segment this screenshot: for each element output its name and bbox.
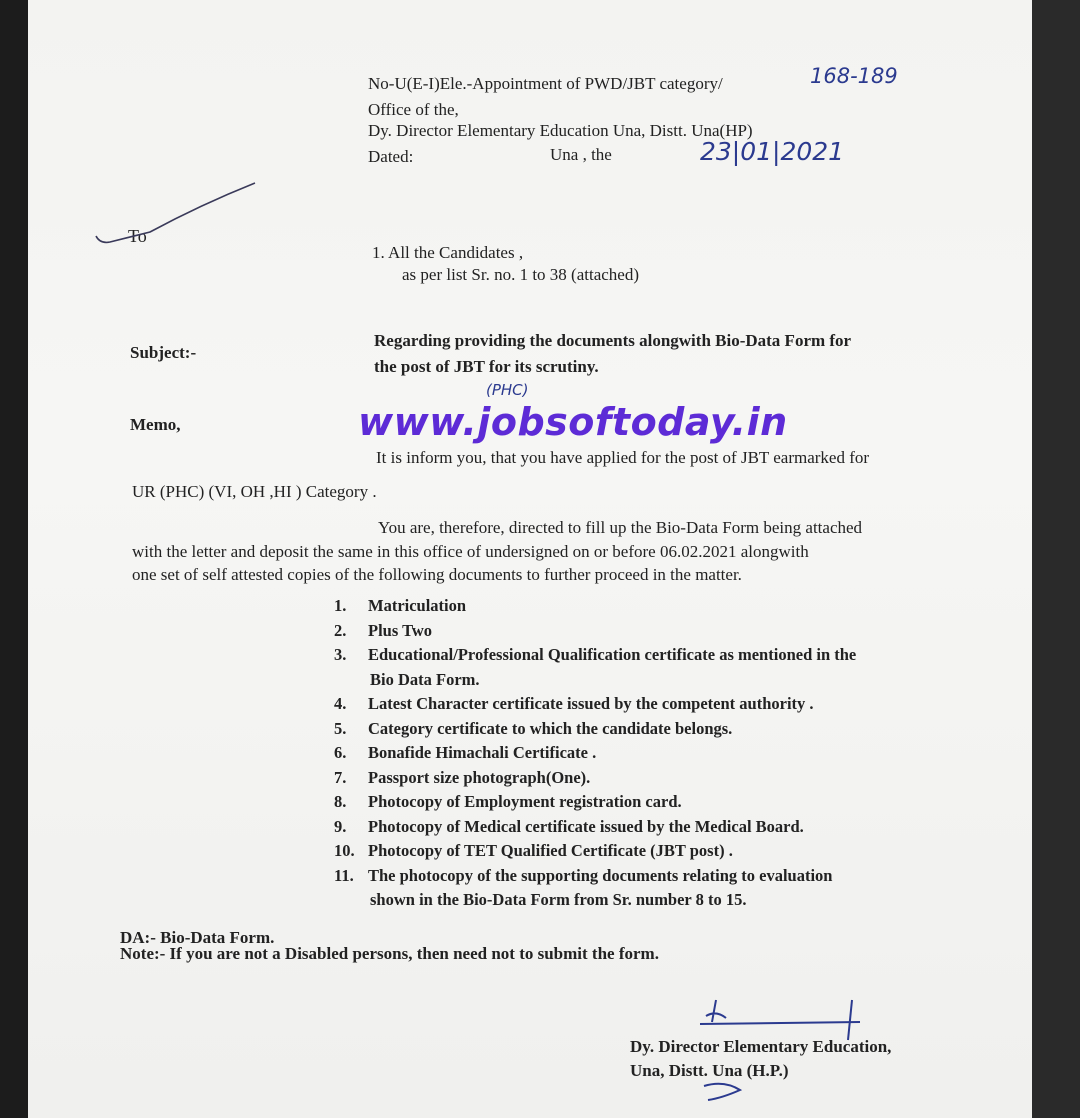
initial-mark: [704, 1084, 740, 1100]
list-item: 4. Latest Character certificate issued by the competent authority .: [334, 694, 814, 713]
para2-line-1: You are, therefore, directed to fill up the Bio-Data Form being attached: [378, 518, 863, 537]
place-label: Una , the: [550, 145, 612, 164]
signature-stroke: [848, 1000, 852, 1040]
reference-handwritten: 168-189: [810, 64, 898, 88]
date-handwritten: 23|01|2021: [700, 137, 845, 166]
da-line: DA:- Bio-Data Form.: [120, 928, 275, 947]
list-item: 5. Category certificate to which the candidate belongs.: [334, 718, 733, 738]
reference-number: No-U(E-I)Ele.-Appointment of PWD/JBT category/: [368, 74, 723, 93]
list-item: 11. The photocopy of the supporting documents relating to evaluation shown in the Bio-Data Form from Sr. number 8 to 15.: [334, 865, 833, 909]
list-item: 1. Matriculation: [334, 596, 467, 615]
para2-line-3: one set of self attested copies of the following documents to further proceed in the matter.: [132, 565, 742, 584]
list-item: 3. Educational/Professional Qualification certificate as mentioned in the Bio Data Form.: [334, 645, 857, 689]
subject-line-2: the post of JBT for its scrutiny.: [374, 357, 599, 376]
para1-line-2: UR (PHC) (VI, OH ,HI ) Category .: [132, 482, 377, 501]
list-item: 7. Passport size photograph(One).: [334, 767, 591, 787]
to-stroke-mark: [96, 183, 255, 242]
subject-annotation: (PHC): [486, 381, 529, 399]
signatory-line-1: Dy. Director Elementary Education,: [630, 1037, 892, 1056]
recipient-line-1: 1. All the Candidates ,: [372, 243, 524, 262]
para2-line-2: with the letter and deposit the same in this office of undersigned on or before 06.02.2021 alongwith: [132, 542, 809, 561]
list-item: 2. Plus Two: [334, 620, 433, 640]
list-item: 8. Photocopy of Employment registration card.: [334, 792, 682, 811]
subject-label: Subject:-: [130, 343, 197, 362]
memo-label: Memo,: [130, 415, 181, 434]
recipient-line-2: as per list Sr. no. 1 to 38 (attached): [402, 265, 640, 284]
subject-line-1: Regarding providing the documents alongwith Bio-Data Form for: [374, 331, 852, 350]
para1-line-1: It is inform you, that you have applied for the post of JBT earmarked for: [376, 448, 870, 467]
to-label: To: [128, 226, 147, 246]
signature-mark: [700, 1000, 860, 1024]
office-line-2: Dy. Director Elementary Education Una, Distt. Una(HP): [368, 121, 753, 140]
signatory-line-2: Una, Distt. Una (H.P.): [630, 1061, 789, 1080]
note-line: Note:- If you are not a Disabled persons, then need not to submit the form.: [120, 944, 659, 963]
watermark-text: www.jobsoftoday.in: [358, 400, 788, 444]
list-item: 9. Photocopy of Medical certificate issued by the Medical Board.: [334, 816, 804, 836]
dated-label: Dated:: [368, 147, 414, 166]
list-item: 10. Photocopy of TET Qualified Certificate (JBT post) .: [334, 841, 733, 860]
office-line-1: Office of the,: [368, 100, 459, 119]
list-item: 6. Bonafide Himachali Certificate .: [334, 743, 597, 762]
